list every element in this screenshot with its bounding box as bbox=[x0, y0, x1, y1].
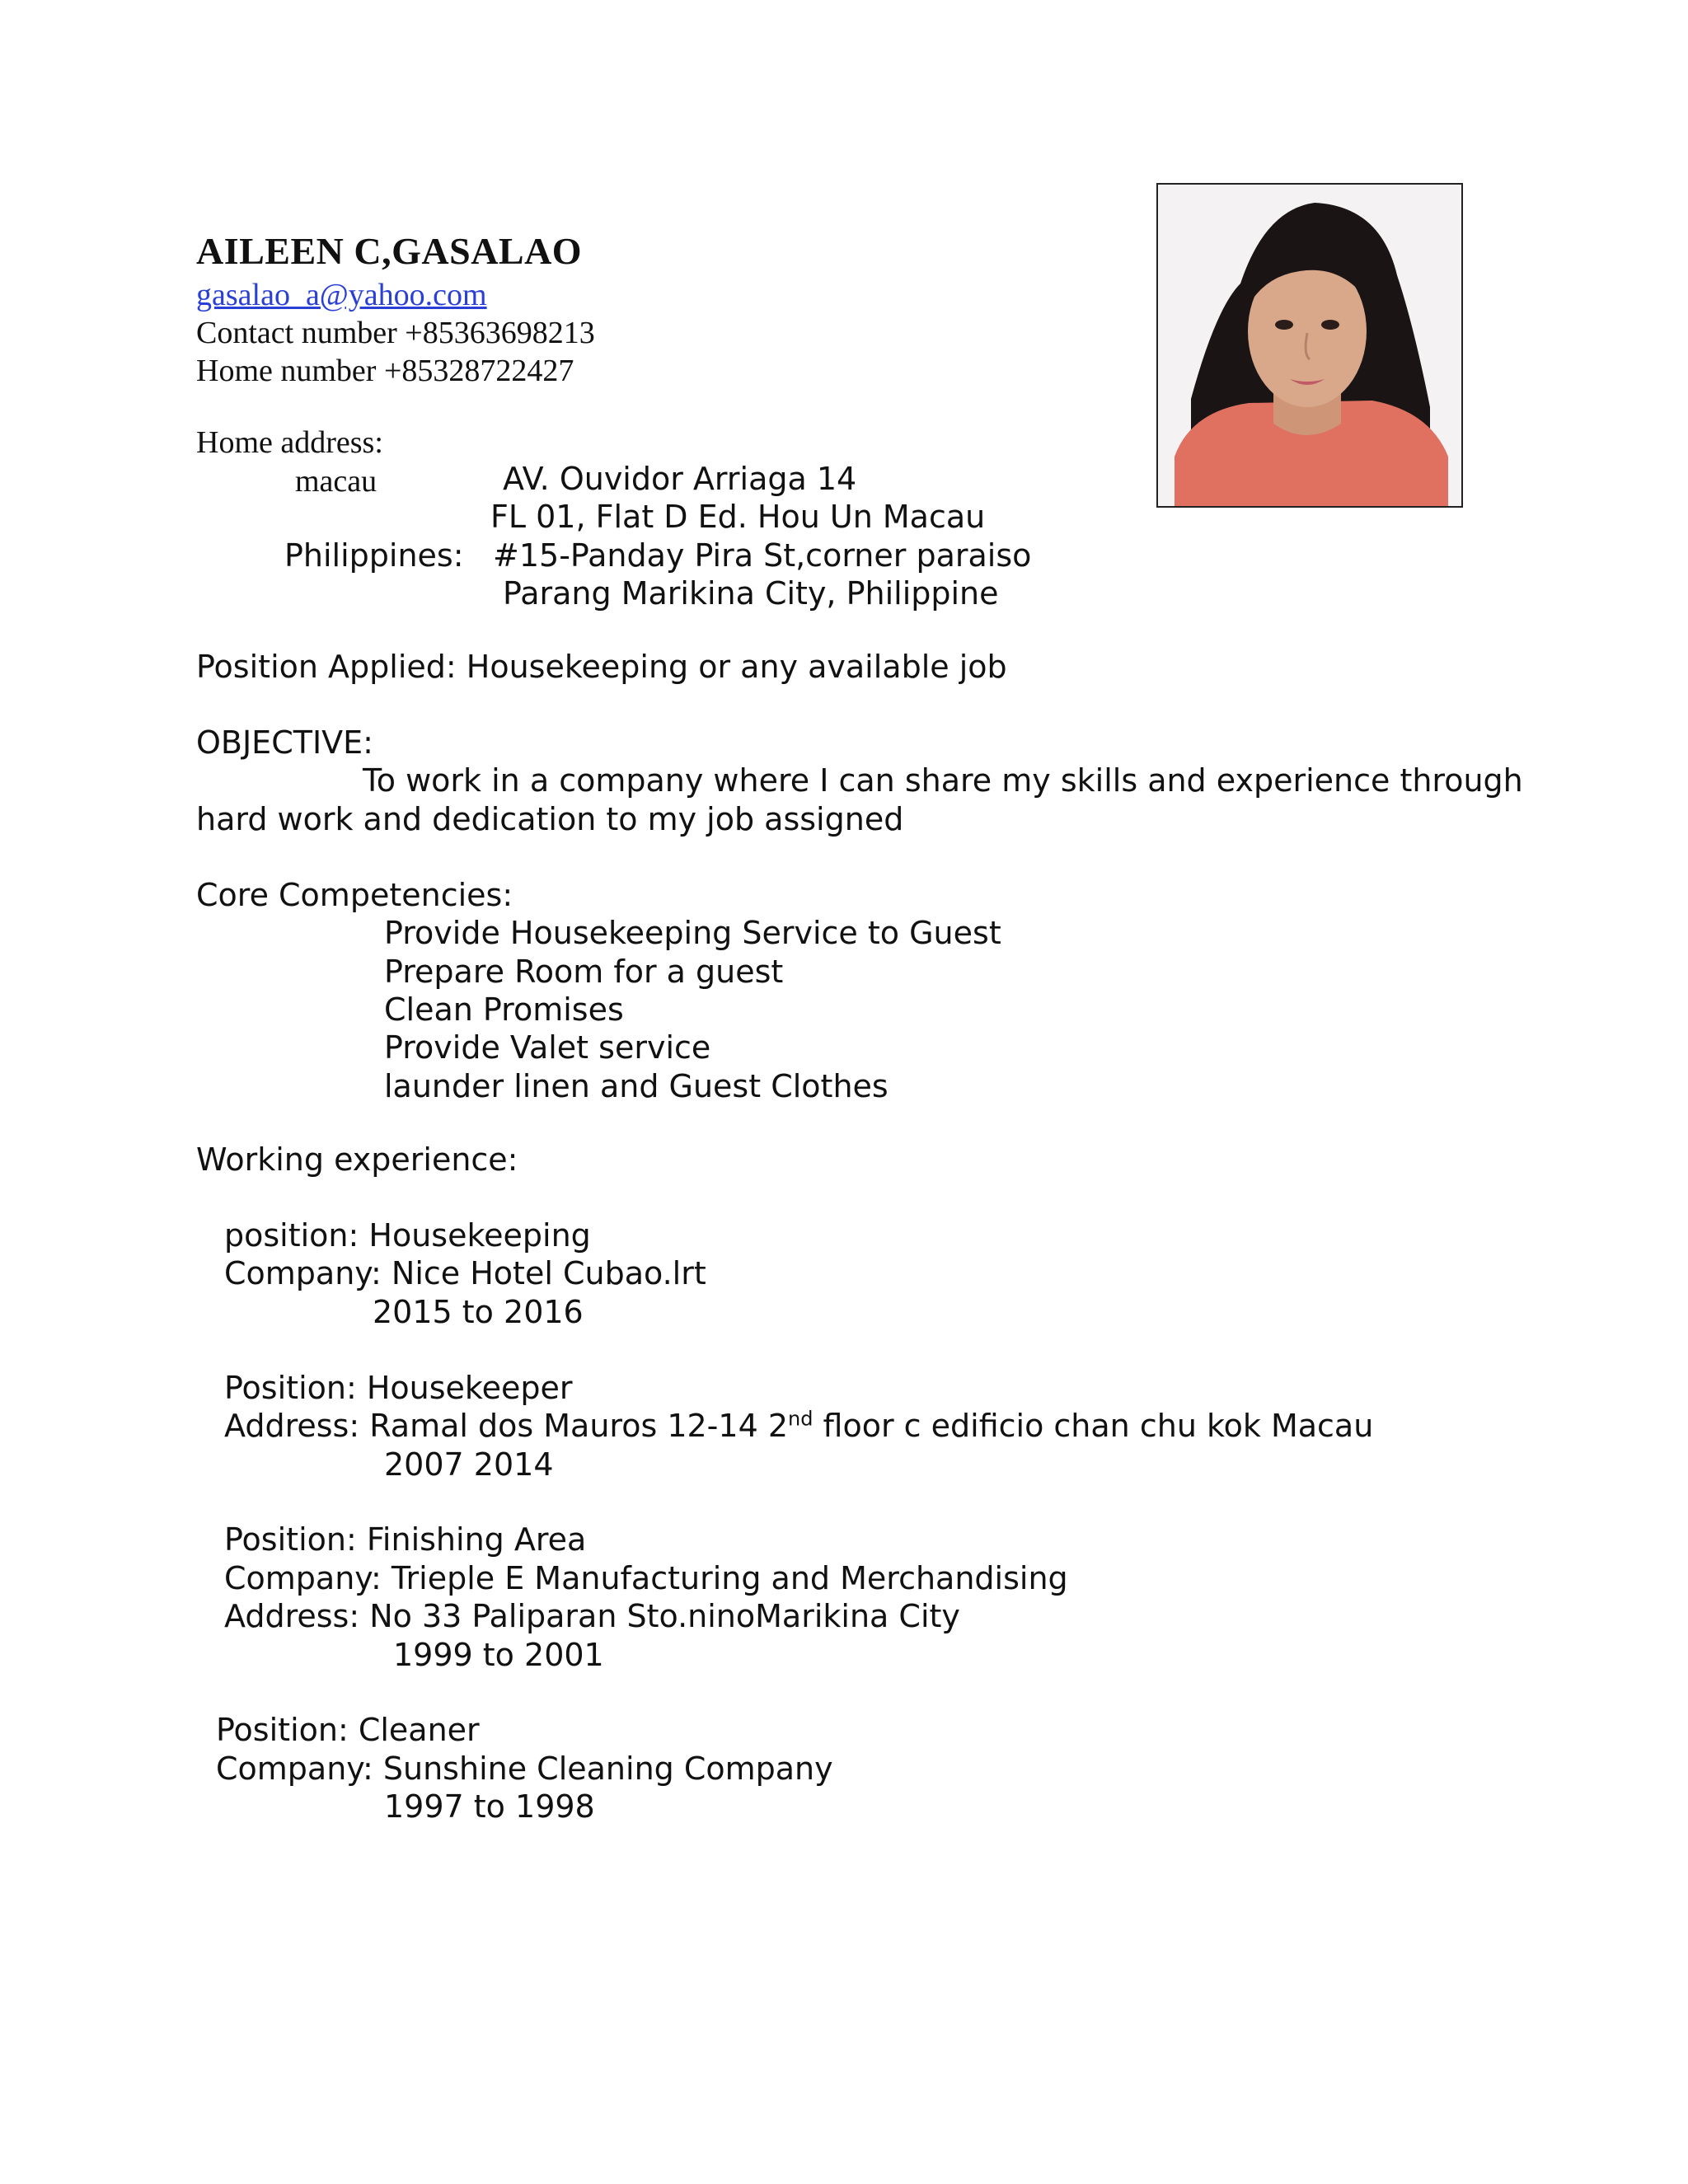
home-address-label: Home address: bbox=[196, 425, 383, 460]
job-years: 2007 2014 bbox=[384, 1446, 554, 1483]
applicant-name: AILEEN C,GASALAO bbox=[196, 230, 583, 272]
macau-address-line1: AV. Ouvidor Arriaga 14 bbox=[503, 461, 857, 497]
objective-heading: OBJECTIVE: bbox=[196, 724, 373, 761]
macau-address-line2: FL 01, Flat D Ed. Hou Un Macau bbox=[490, 499, 986, 535]
home-number: Home number +85328722427 bbox=[196, 354, 574, 388]
applicant-photo bbox=[1156, 183, 1463, 508]
job-position: Position: Housekeeper bbox=[224, 1370, 573, 1406]
core-competencies-heading: Core Competencies: bbox=[196, 877, 513, 913]
contact-number: Contact number +85363698213 bbox=[196, 316, 595, 350]
job-address: Address: No 33 Paliparan Sto.ninoMarikina City bbox=[224, 1598, 960, 1634]
portrait-image bbox=[1158, 185, 1461, 506]
competency-item: Provide Valet service bbox=[384, 1029, 711, 1066]
philippines-address-line2: Parang Marikina City, Philippine bbox=[503, 575, 999, 612]
job-years: 1999 to 2001 bbox=[393, 1637, 604, 1673]
email-link[interactable]: gasalao_a@yahoo.com bbox=[196, 278, 487, 312]
objective-line2: hard work and dedication to my job assigned bbox=[196, 801, 904, 837]
job-company: Company: Sunshine Cleaning Company bbox=[216, 1750, 833, 1787]
competency-item: Clean Promises bbox=[384, 991, 624, 1028]
competency-item: Provide Housekeeping Service to Guest bbox=[384, 915, 1001, 951]
position-applied: Position Applied: Housekeeping or any available job bbox=[196, 649, 1007, 685]
philippines-address-line1: #15-Panday Pira St,corner paraiso bbox=[493, 537, 1032, 574]
job-years: 1997 to 1998 bbox=[384, 1788, 595, 1825]
job-position: Position: Cleaner bbox=[216, 1712, 480, 1748]
job-company: Company: Trieple E Manufacturing and Merchandising bbox=[224, 1560, 1068, 1596]
job-position: Position: Finishing Area bbox=[224, 1521, 587, 1558]
job-position: position: Housekeeping bbox=[224, 1217, 591, 1254]
objective-line1: To work in a company where I can share my skills and experience through bbox=[363, 762, 1523, 799]
competency-item: Prepare Room for a guest bbox=[384, 954, 784, 990]
job-years: 2015 to 2016 bbox=[373, 1294, 584, 1330]
macau-label: macau bbox=[295, 464, 377, 499]
job-company: Company: Nice Hotel Cubao.lrt bbox=[224, 1255, 706, 1291]
philippines-label: Philippines: bbox=[284, 537, 464, 574]
job-address: Address: Ramal dos Mauros 12-14 2nd floor c edificio chan chu kok Macau bbox=[224, 1407, 1374, 1444]
competency-item: launder linen and Guest Clothes bbox=[384, 1068, 889, 1104]
working-experience-heading: Working experience: bbox=[196, 1141, 518, 1178]
